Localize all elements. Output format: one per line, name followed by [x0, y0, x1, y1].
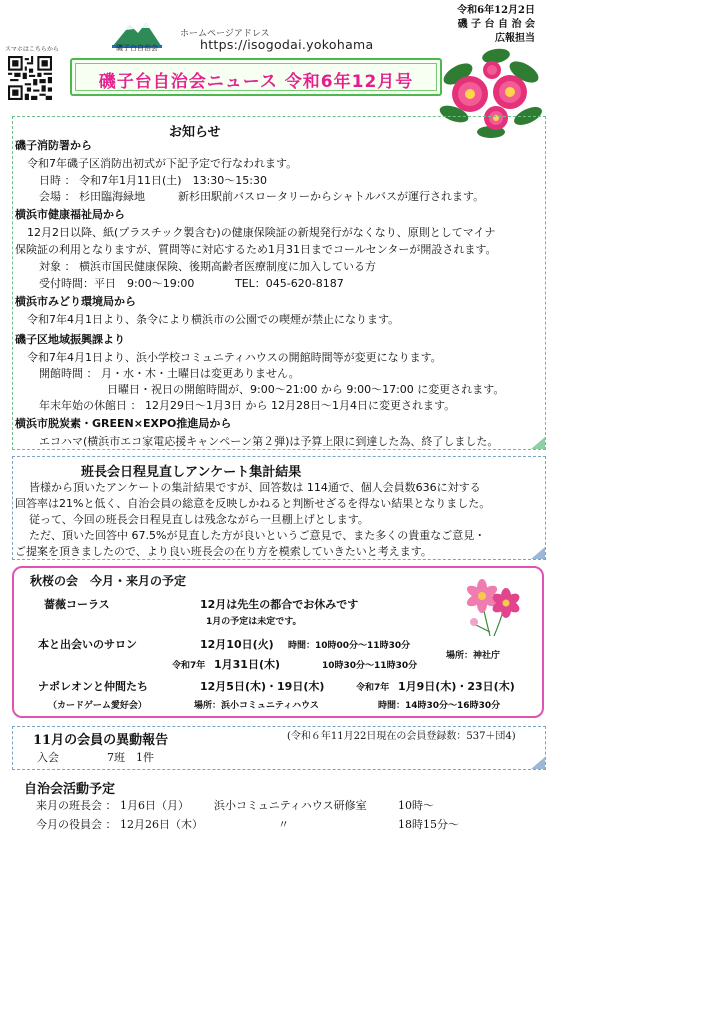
activity-title: 自治会活動予定: [24, 782, 116, 797]
qr-code[interactable]: [8, 56, 52, 100]
salon-place: 場所：神社庁: [446, 651, 501, 661]
activity-row2-time: 18時15分～: [398, 818, 459, 831]
napoleon-name: ナポレオンと仲間たち: [38, 680, 148, 693]
newsletter-banner: [70, 58, 442, 96]
salon-year-2: 令和7年: [172, 661, 206, 671]
chorus-next: 1月の予定は未定です。: [206, 617, 302, 627]
region-holiday-hours: 日曜日・祝日の開館時間が、9:00～21:00 から 9:00～17:00 に変更されます。: [107, 383, 505, 396]
cosmos-flower-icon: [460, 572, 526, 638]
health-text-1: 12月2日以降、紙(プラスチック製含む)の健康保険証の新規発行がなくなり、原則としてマイナ: [27, 226, 496, 239]
salon-date-2: 1月31日(木): [214, 658, 281, 671]
activity-row2-place: 〃: [278, 818, 289, 831]
fire-dept-text: 令和7年磯子区消防出初式が下記予定で行なわれます。: [27, 157, 298, 170]
survey-text-3: 従って、今回の班長会日程見直しは残念ながら一旦棚上げとします。: [29, 513, 369, 526]
health-hours: 受付時間：平日 9:00～19:00: [39, 277, 195, 290]
napoleon-subtitle: （カードゲーム愛好会）: [48, 701, 147, 711]
member-report-section: [12, 726, 546, 770]
notice-section: [12, 116, 546, 450]
salon-time-1: 時間：10時00分～11時30分: [288, 641, 411, 651]
fire-dept-venue: 会場 ： 杉田臨海緑地 新杉田駅前バスロータリーからシャトルバスが運行されます。: [39, 190, 485, 203]
url-label: ホームページアドレス: [180, 29, 270, 39]
activity-row1-time: 10時～: [398, 799, 434, 812]
survey-section: [12, 456, 546, 560]
activity-row2-label: 今月の役員会 ： 12月26日（木）: [36, 818, 203, 831]
chorus-status: 12月は先生の都合でお休みです: [200, 598, 359, 611]
qr-caption: スマホはこちらから: [5, 46, 59, 53]
fire-dept-heading: 磯子消防署から: [15, 139, 92, 152]
salon-date-1: 12月10日(火): [200, 638, 274, 651]
green-text: 令和7年4月1日より、条令により横浜市の公園での喫煙が禁止になります。: [27, 313, 400, 326]
napoleon-place: 場所：浜小コミュニティハウス: [194, 701, 319, 711]
homepage-url-link[interactable]: https://isogodai.yokohama: [200, 37, 374, 52]
member-entry-label: 入会: [37, 751, 59, 764]
survey-text-4: ただ、頂いた回答中 67.5%が見直した方が良いというご意見で、また多くの貴重なご意見・: [29, 529, 486, 542]
napoleon-year-2: 令和7年: [356, 683, 390, 693]
salon-name: 本と出会いのサロン: [38, 638, 137, 651]
napoleon-time: 時間：14時30分～16時30分: [378, 701, 501, 711]
org-name: 磯 子 台 自 治 会: [457, 19, 535, 30]
chorus-name: 薔薇コーラス: [44, 598, 110, 611]
member-report-title: 11月の会員の異動報告: [33, 733, 169, 748]
health-phone: TEL：045-620-8187: [235, 277, 344, 290]
logo-text: 磯子台自治会: [116, 44, 158, 52]
activity-row1-label: 来月の班長会 ： 1月6日（月）: [36, 799, 189, 812]
page-fold-icon: [531, 547, 545, 559]
member-entry-value: 7班 1件: [107, 751, 154, 764]
fire-dept-datetime: 日時 ： 令和7年1月11日(土) 13:30～15:30: [39, 174, 267, 187]
region-text: 令和7年4月1日より、浜小学校コミュニティハウスの開館時間等が変更になります。: [27, 351, 442, 364]
region-year-end: 年末年始の休館日 ： 12月29日～1月3日 から 12月28日～1月4日に変更されます。: [39, 399, 456, 412]
newsletter-title: 磯子台自治会ニュース 令和6年12月号: [98, 72, 414, 92]
department: 広報担当: [495, 33, 535, 44]
survey-text-5: ご提案を頂きましたので、より良い班長会の在り方を模索していきたいと考えます。: [15, 545, 432, 558]
member-count-note: (令和６年11月22日現在の会員登録数：537＋団4): [287, 731, 516, 742]
health-target: 対象 ： 横浜市国民健康保険、後期高齢者医療制度に加入している方: [39, 260, 376, 273]
notice-title: お知らせ: [169, 125, 221, 140]
survey-title: 班長会日程見直しアンケート集計結果: [81, 465, 302, 480]
eco-text: エコハマ(横浜市エコ家電応援キャンペーン第２弾)は予算上限に到達した為、終了しました。: [39, 435, 499, 448]
region-heading: 磯子区地域振興課より: [15, 333, 125, 346]
health-heading: 横浜市健康福祉局から: [15, 208, 125, 221]
cosmos-club-title: 秋桜の会 今月・来月の予定: [30, 574, 187, 588]
activity-row1-place: 浜小コミュニティハウス研修室: [214, 799, 367, 812]
health-text-2: 保険証の利用となりますが、質問等に対応するため1月31日までコールセンターが開設されます。: [15, 243, 497, 256]
eco-heading: 横浜市脱炭素・GREEN×EXPO推進局から: [15, 417, 232, 430]
survey-text-2: 回答率は21%と低く、自治会員の総意を反映しかねると判断せざるを得ない結果となりました。: [15, 497, 491, 510]
napoleon-date-1: 12月5日(木)・19日(木): [200, 680, 325, 693]
green-heading: 横浜市みどり環境局から: [15, 295, 136, 308]
issue-date: 令和6年12月2日: [457, 5, 535, 16]
salon-time-2: 10時30分～11時30分: [322, 661, 418, 671]
page-fold-icon: [531, 757, 545, 769]
issue-meta: [457, 4, 535, 46]
napoleon-date-2: 1月9日(木)・23日(木): [398, 680, 515, 693]
page-fold-icon: [531, 437, 545, 449]
survey-text-1: 皆様から頂いたアンケートの集計結果ですが、回答数は 114通で、個人会員数636に対する: [29, 481, 481, 494]
region-hours: 開館時間 ： 月・水・木・土曜日は変更ありません。: [39, 367, 300, 380]
